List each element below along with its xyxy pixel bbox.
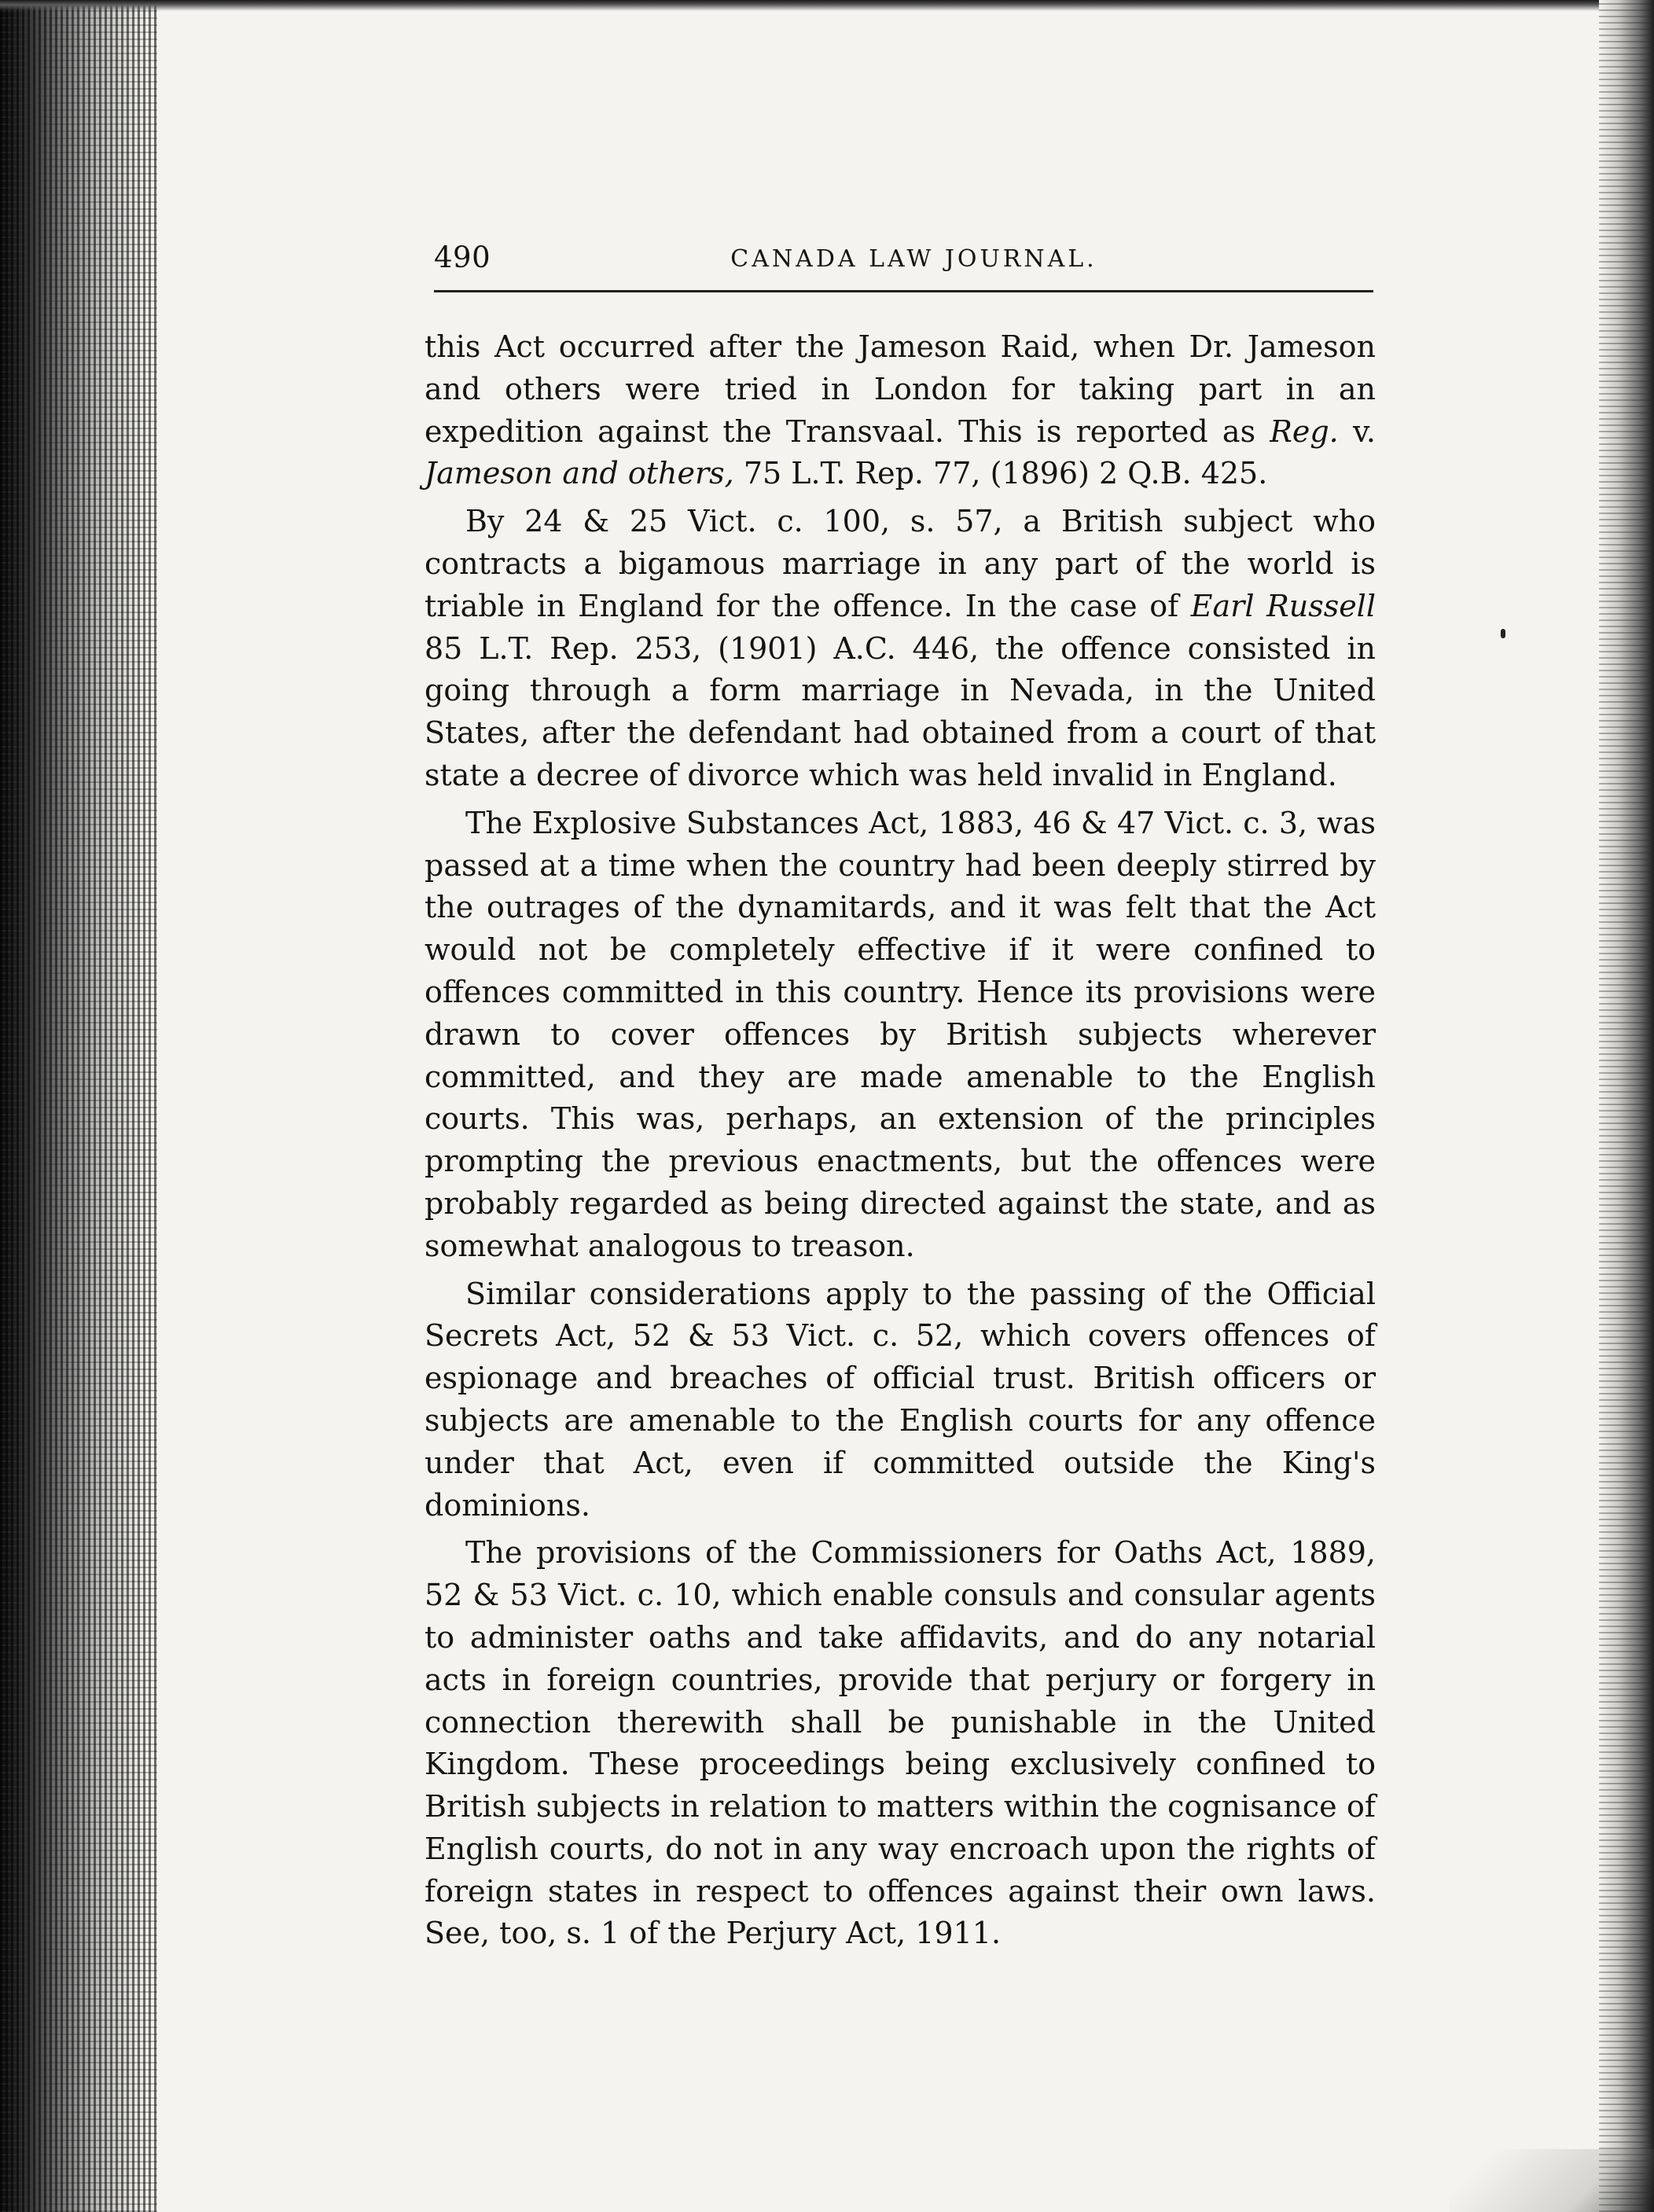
page-number: 490 <box>434 241 491 274</box>
paragraph <box>425 803 1376 1268</box>
running-head: CANADA LAW JOURNAL. <box>730 245 1097 273</box>
scan-shadow-top <box>0 0 1654 11</box>
text-run: The provisions of the Commissioners for Oaths Act, 1889, 52 & 53 Vict. c. 10, which enable consuls and consular agents to administer oaths and take affidavits, and do any notarial acts in foreign countries, provide that perjury or forgery in connection therewith shall be punishable in the United Kingdom. These proceedings being exclusively confined to British subjects in relation to matters within the cognisance of English courts, do not in any way encroach upon the rights of foreign states in respect to offences against their own laws. See, too, s. 1 of the Perjury Act, 1911. <box>425 1535 1376 1951</box>
text-run: By 24 & 25 Vict. c. 100, s. 57, a British subject who contracts a bigamous marriage in any part of the world is triable in England for the offence. In the case of <box>425 504 1376 623</box>
page-header <box>431 234 1374 281</box>
text-run: Similar considerations apply to the passing of the Official Secrets Act, 52 & 53 Vict. c. 52, which covers offences of espionage and breaches of official trust. British officers or subjects are amenable to the English courts for any offence under that Act, even if committed outside the King's dominions. <box>425 1276 1376 1523</box>
text-run: v. <box>1338 413 1376 449</box>
scan-binding-shadow-left <box>0 0 157 2212</box>
text-run: 75 L.T. Rep. 77, (1896) 2 Q.B. 425. <box>733 456 1268 491</box>
paragraph <box>425 326 1376 495</box>
text-run: The Explosive Substances Act, 1883, 46 & 47 Vict. c. 3, was passed at a time when the country had been deeply stirred by the outrages of the dynamitards, and it was felt that the Act would not be completely effective if it were confined to offences committed in this country. Hence its provisions were drawn to cover offences by British subjects wherever committed, and they are made amenable to the English courts. This was, perhaps, an extension of the principles prompting the previous enactments, but the offences were probably regarded as being directed against the state, and as somewhat analogous to treason. <box>425 805 1376 1263</box>
body-text <box>425 326 1376 1960</box>
italic-citation: Jameson and others, <box>425 456 734 491</box>
paragraph <box>425 1273 1376 1527</box>
italic-citation: Earl Russell <box>1190 588 1376 623</box>
paragraph <box>425 1532 1376 1955</box>
text-run: this Act occurred after the Jameson Raid, when Dr. Jameson and others were tried in London for taking part in an expedition against the Transvaal. This is reported as <box>425 329 1376 449</box>
ink-speck <box>1501 629 1505 638</box>
italic-citation: Reg. <box>1270 413 1339 449</box>
scan-shadow-right <box>1599 0 1654 2212</box>
paragraph <box>425 501 1376 797</box>
scan-shadow-bottom-right <box>1450 2149 1654 2212</box>
header-rule <box>434 290 1373 292</box>
text-run: 85 L.T. Rep. 253, (1901) A.C. 446, the offence consisted in going through a form marriage in Nevada, in the United States, after the defendant had obtained from a court of that state a decree of divorce which was held invalid in England. <box>425 630 1376 792</box>
